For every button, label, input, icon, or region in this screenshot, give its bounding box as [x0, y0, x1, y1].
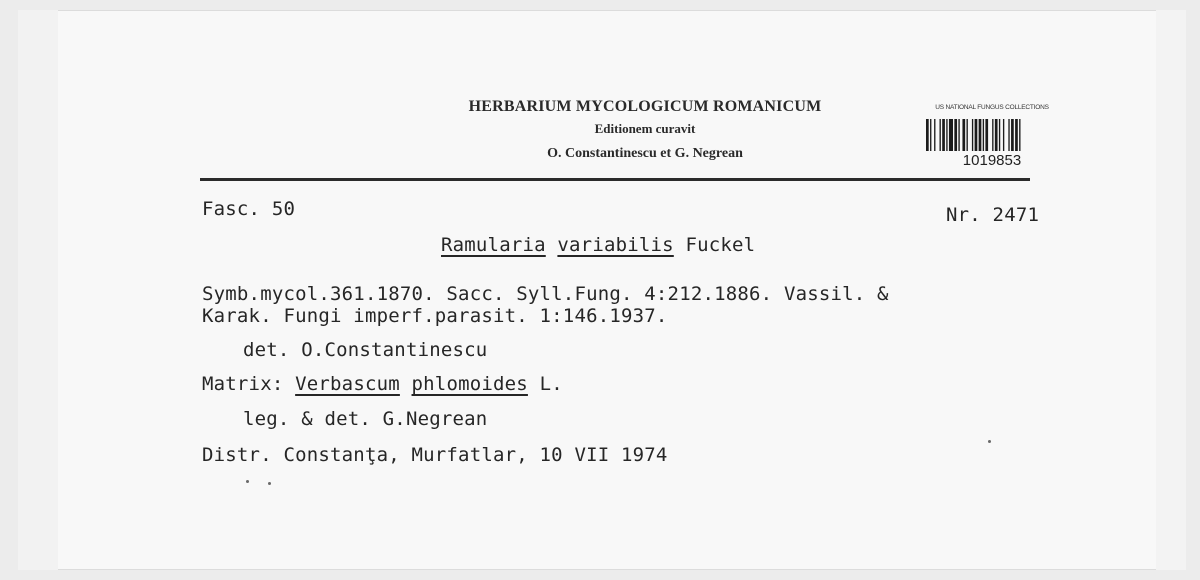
barcode-bar	[1003, 119, 1004, 151]
barcode-bar	[934, 119, 935, 151]
barcode-number: 1019853	[962, 152, 1022, 169]
matrix-author: L.	[539, 373, 563, 395]
barcode-bar	[1011, 119, 1014, 151]
matrix-label: Matrix:	[202, 373, 284, 395]
taxon-author: Fuckel	[685, 234, 756, 256]
barcode-bar	[926, 119, 929, 151]
paper-speck	[246, 480, 249, 483]
barcode-bar	[979, 119, 982, 151]
barcode-icon	[926, 119, 1056, 151]
citation-line-1: Symb.mycol.361.1870. Sacc. Syll.Fung. 4:212.1886. Vassil. &	[202, 283, 889, 305]
matrix-genus: Verbascum	[295, 373, 400, 395]
taxon-name	[441, 234, 755, 256]
barcode-bar	[930, 119, 931, 151]
herbarium-subtitle: Editionem curavit	[594, 121, 696, 136]
barcode-bar	[954, 119, 957, 151]
barcode-bar	[940, 119, 941, 151]
barcode-bar	[1008, 119, 1009, 151]
barcode-bar	[995, 119, 998, 151]
barcode-bar	[967, 119, 968, 151]
locality: Distr. Constanţa, Murfatlar, 10 VII 1974	[202, 444, 668, 466]
collector: leg. & det. G.Negrean	[243, 408, 488, 430]
barcode-bar	[999, 119, 1000, 151]
taxon-species: variabilis	[557, 234, 674, 256]
barcode-bar	[992, 119, 993, 151]
matrix-host	[202, 373, 563, 395]
barcode-bar	[1019, 119, 1020, 151]
barcode-bar	[958, 119, 959, 151]
herbarium-title: HERBARIUM MYCOLOGICUM ROMANICUM	[468, 98, 822, 115]
specimen-number: Nr. 2471	[946, 204, 1040, 226]
barcode-bar	[983, 119, 984, 151]
barcode-bar	[946, 119, 947, 151]
barcode-caption: US NATIONAL FUNGUS COLLECTIONS	[935, 104, 1049, 111]
fascicle-number: Fasc. 50	[202, 198, 296, 220]
herbarium-editors: O. Constantinescu et G. Negrean	[547, 146, 743, 161]
barcode-bar	[942, 119, 945, 151]
barcode-bar	[985, 119, 988, 151]
taxon-genus: Ramularia	[441, 234, 546, 256]
card-edge-left	[18, 10, 58, 570]
paper-speck	[268, 482, 271, 485]
barcode-label	[918, 104, 1066, 172]
header-divider	[200, 178, 1030, 181]
barcode-bar	[975, 119, 978, 151]
paper-speck	[988, 440, 991, 443]
matrix-species: phlomoides	[411, 373, 528, 395]
barcode-bar	[1015, 119, 1018, 151]
barcode-bar	[949, 119, 953, 151]
card-edge-right	[1156, 10, 1186, 570]
citation-line-2: Karak. Fungi imperf.parasit. 1:146.1937.	[202, 305, 668, 327]
barcode-bar	[972, 119, 973, 151]
determiner: det. O.Constantinescu	[243, 339, 488, 361]
barcode-bar	[962, 119, 965, 151]
